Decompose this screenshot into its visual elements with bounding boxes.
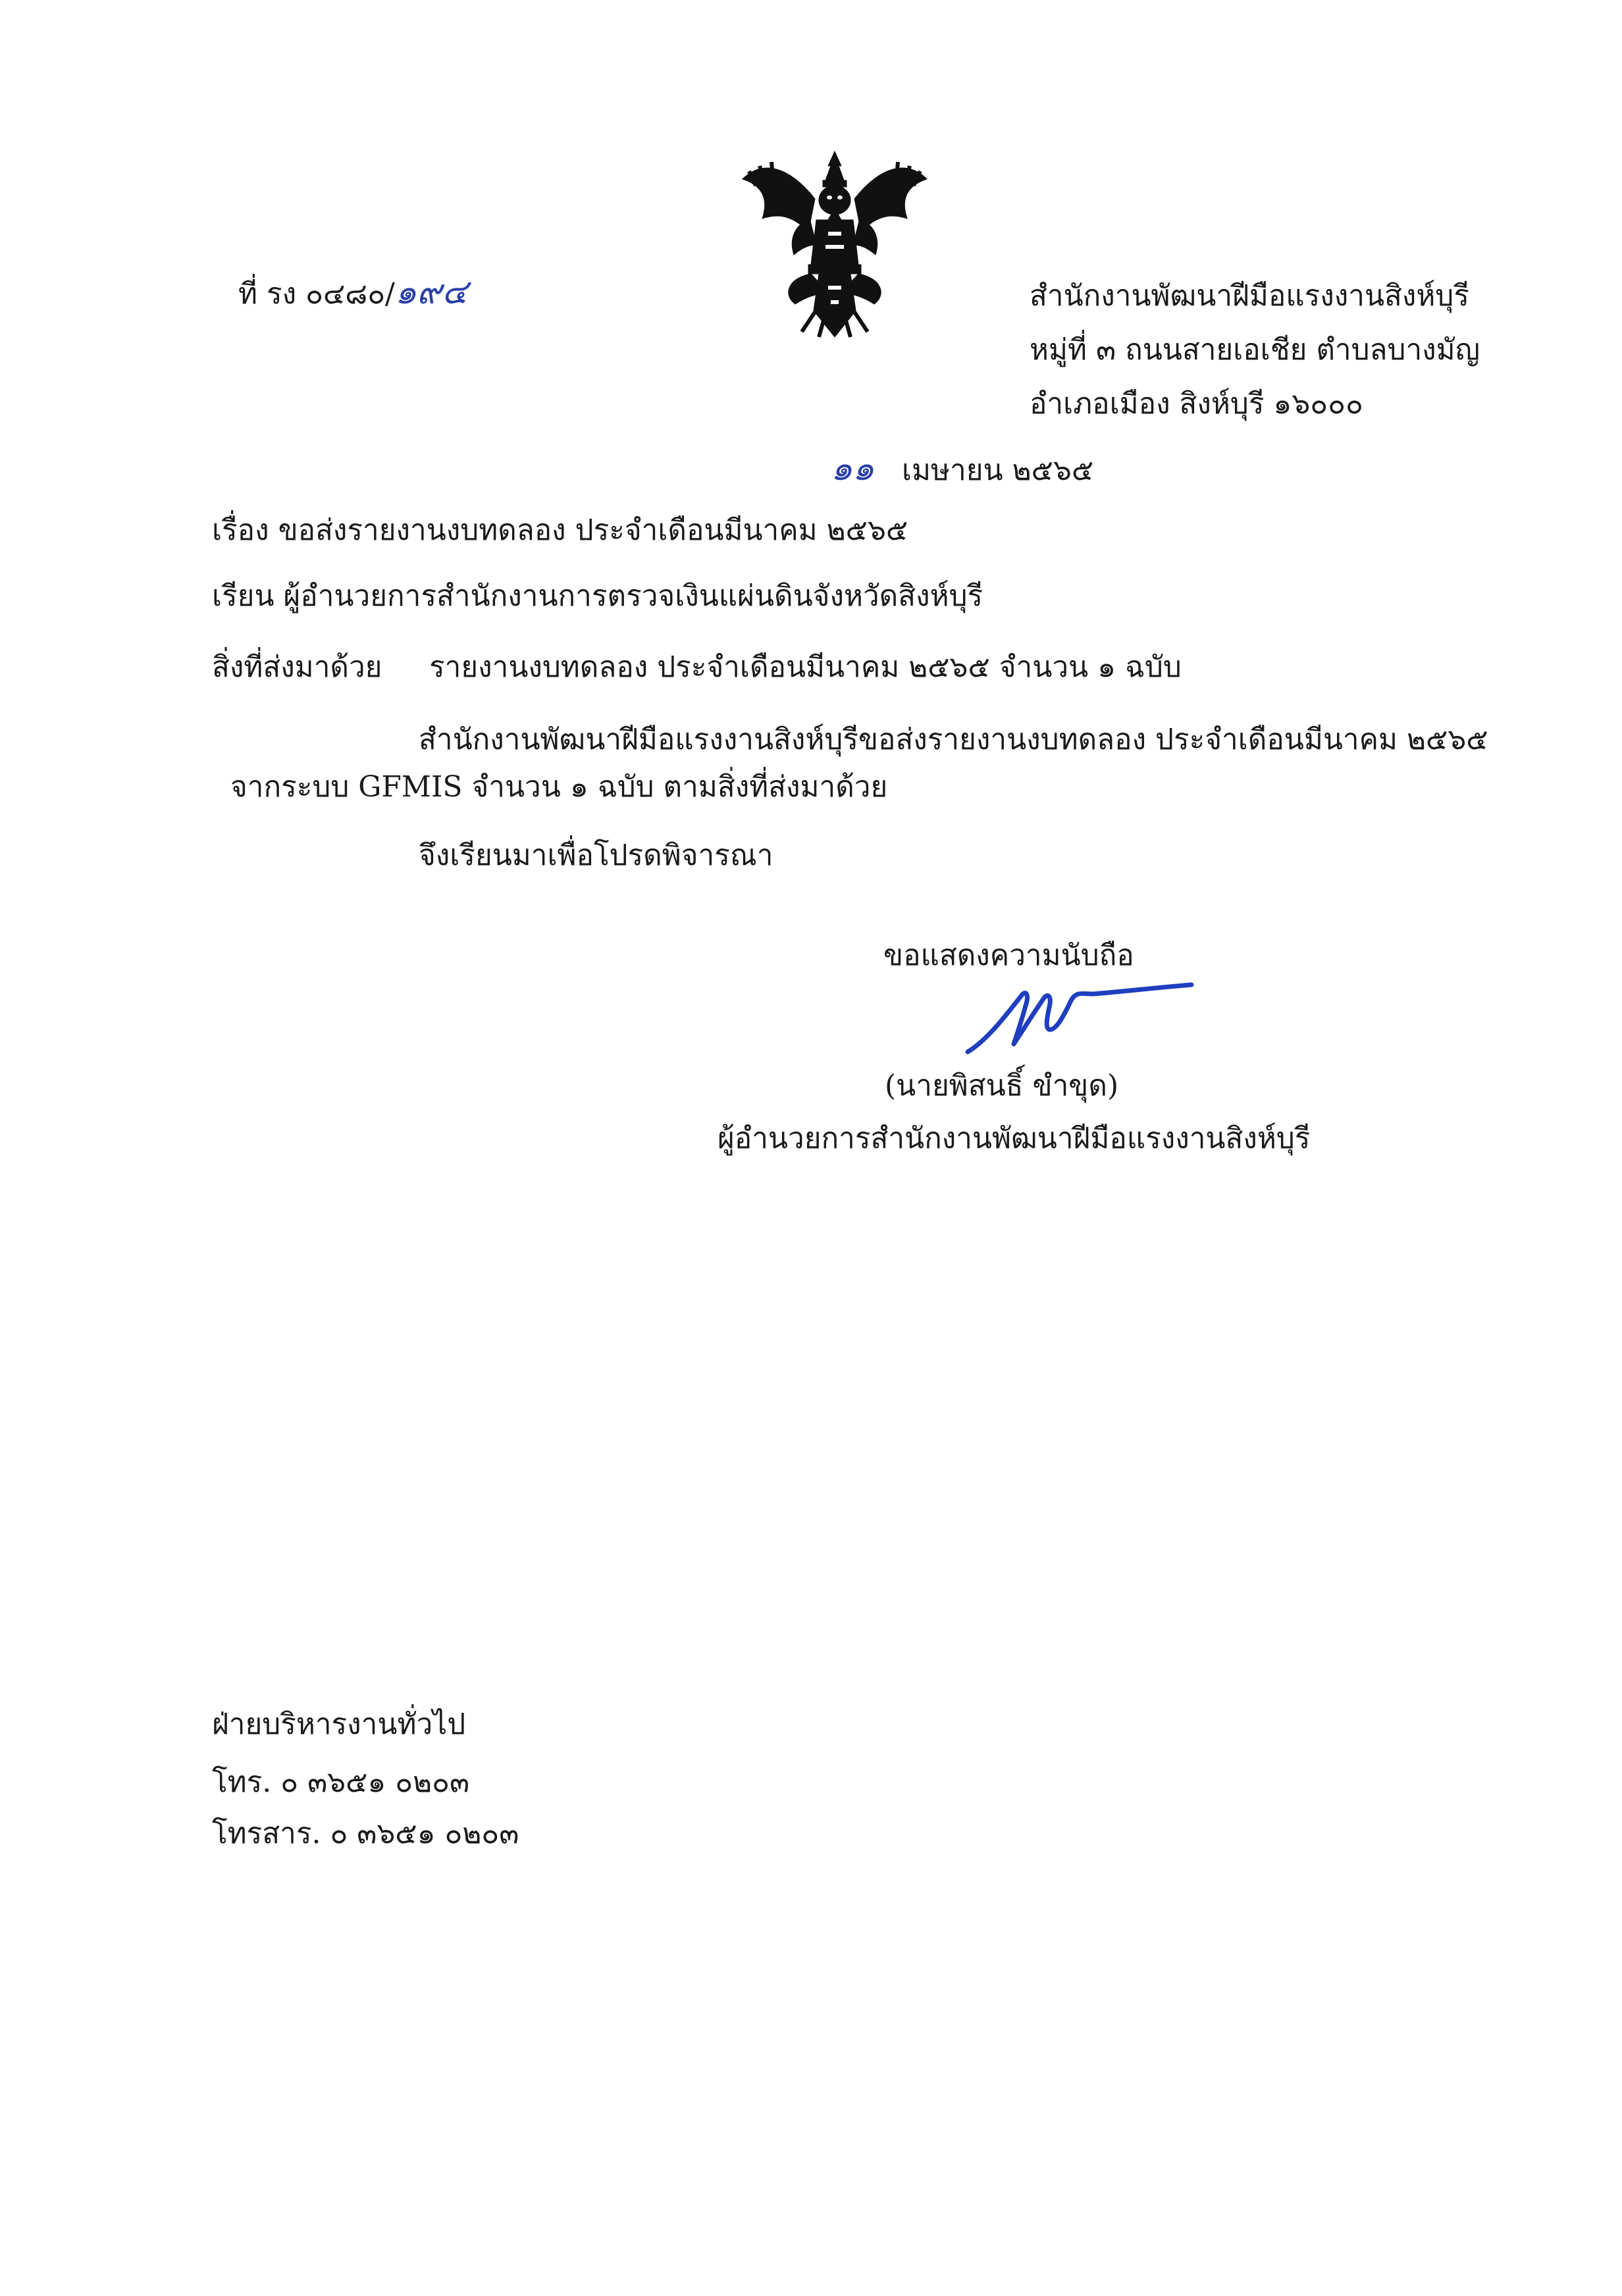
garuda-emblem-icon — [736, 140, 933, 344]
footer-fax: โทรสาร. ๐ ๓๖๕๑ ๐๒๐๓ — [212, 1817, 519, 1850]
enclosure-text: รายงานงบทดลอง ประจำเดือนมีนาคม ๒๕๖๕ จำนวน ๑ ฉบับ — [429, 650, 1182, 684]
signer-name: (นายพิสนธิ์ ขำขุด) — [885, 1069, 1119, 1103]
handwritten-signature — [961, 968, 1198, 1060]
signer-position: ผู้อำนวยการสำนักงานพัฒนาฝีมือแรงงานสิงห์บุรี — [718, 1122, 1311, 1155]
footer-department: ฝ่ายบริหารงานทั่วไป — [212, 1708, 466, 1741]
reference-prefix: ที่ รง ๐๔๘๐/ — [238, 277, 395, 311]
date-month-year: เมษายน ๒๕๖๕ — [901, 454, 1094, 487]
letter-salutation: เรียน ผู้อำนวยการสำนักงานการตรวจเงินแผ่นดินจังหวัดสิงห์บุรี — [212, 579, 983, 613]
letter-subject: เรื่อง ขอส่งรายงานงบทดลอง ประจำเดือนมีนาคม ๒๕๖๕ — [212, 513, 908, 547]
closing-regards: ขอแสดงความนับถือ — [883, 939, 1134, 972]
body-paragraph-line-1: สำนักงานพัฒนาฝีมือแรงงานสิงห์บุรีขอส่งรายงานงบทดลอง ประจำเดือนมีนาคม ๒๕๖๕ — [419, 723, 1488, 756]
closing-request: จึงเรียนมาเพื่อโปรดพิจารณา — [419, 839, 773, 872]
office-address-line-1: สำนักงานพัฒนาฝีมือแรงงานสิงห์บุรี — [1030, 279, 1469, 313]
reference-number-handwritten: ๑๙๔ — [394, 273, 468, 312]
office-address-line-3: อำเภอเมือง สิงห์บุรี ๑๖๐๐๐ — [1030, 387, 1363, 421]
footer-phone: โทร. ๐ ๓๖๕๑ ๐๒๐๓ — [212, 1765, 470, 1799]
enclosure-label: สิ่งที่ส่งมาด้วย — [212, 650, 382, 684]
letter-enclosure — [212, 649, 1182, 685]
date-day-handwritten: ๑๑ — [831, 449, 875, 488]
reference-number — [238, 271, 467, 314]
body-paragraph-line-2: จากระบบ GFMIS จำนวน ๑ ฉบับ ตามสิ่งที่ส่งมาด้วย — [230, 770, 888, 804]
letter-date — [831, 448, 1093, 490]
office-address-line-2: หมู่ที่ ๓ ถนนสายเอเชีย ตำบลบางมัญ — [1030, 333, 1480, 367]
